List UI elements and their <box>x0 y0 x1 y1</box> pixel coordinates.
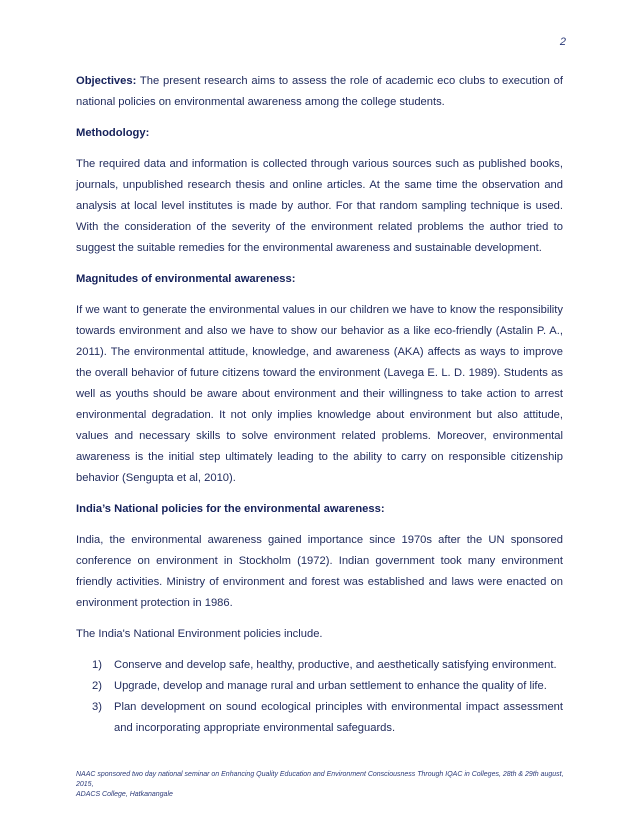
policies-list <box>76 655 563 739</box>
list-item-text: Plan development on sound ecological principles with environmental impact assessment and incorporating appropriate environmental safeguards. <box>114 701 563 734</box>
list-item-text: Upgrade, develop and manage rural and urban settlement to enhance the quality of life. <box>114 680 547 692</box>
list-item-number: 2) <box>92 680 102 692</box>
objectives-label: Objectives: <box>76 75 137 87</box>
methodology-heading: Methodology: <box>76 127 150 139</box>
list-item-text: Conserve and develop safe, healthy, productive, and aesthetically satisfying environment. <box>114 659 557 671</box>
policies-heading: India’s National policies for the environmental awareness: <box>76 503 385 515</box>
list-item <box>76 655 563 676</box>
footer-line-1: NAAC sponsored two day national seminar on Enhancing Quality Education and Environment Consciousness Through IQAC in Colleges, 28th & 29th august, 2015, <box>76 771 564 788</box>
methodology-text: The required data and information is collected through various sources such as published books, journals, unpublished research thesis and online articles. At the same time the observation and analysis at local level institutes is made by author. For that random sampling technique is used. With the consideration of the severity of the environment related problems the author tried to suggest the suitable remedies for the environmental awareness and sustainable development. <box>76 158 563 254</box>
footer-line-2: ADACS College, Hatkanangale <box>76 791 173 798</box>
policies-intro: The India's National Environment policies include. <box>76 628 323 640</box>
magnitudes-heading: Magnitudes of environmental awareness: <box>76 273 296 285</box>
list-item-number: 1) <box>92 659 102 671</box>
page-footer <box>76 770 566 800</box>
magnitudes-text: If we want to generate the environmental values in our children we have to know the responsibility towards environment and also we have to show our behavior as a like eco-friendly (Astalin P. A., 2011). The environmental attitude, knowledge, and awareness (AKA) affects as ways to improve the overall behavior of future citizens toward the environment (Lavega E. L. D. 1989). Students as well as youths should be aware about environment and their willingness to take action to arrest environmental degradation. It not only implies knowledge about environment but also attitude, values and necessary skills to solve environment related problems. Moreover, environmental awareness is the initial step ultimately leading to the ability to carry on responsible citizenship behavior (Sengupta et al, 2010). <box>76 304 563 484</box>
list-item <box>76 697 563 739</box>
page-number: 2 <box>559 36 566 48</box>
policies-text: India, the environmental awareness gained importance since 1970s after the UN sponsored conference on environment in Stockholm (1972). Indian government took many environment friendly activities. Ministry of environment and forest was established and laws were enacted on environment protection in 1986. <box>76 534 563 609</box>
list-item <box>76 676 563 697</box>
objectives-text: The present research aims to assess the role of academic eco clubs to execution of national policies on environmental awareness among the college students. <box>76 75 564 108</box>
list-item-number: 3) <box>92 701 102 713</box>
document-body <box>76 71 563 739</box>
objectives-paragraph <box>76 71 563 113</box>
